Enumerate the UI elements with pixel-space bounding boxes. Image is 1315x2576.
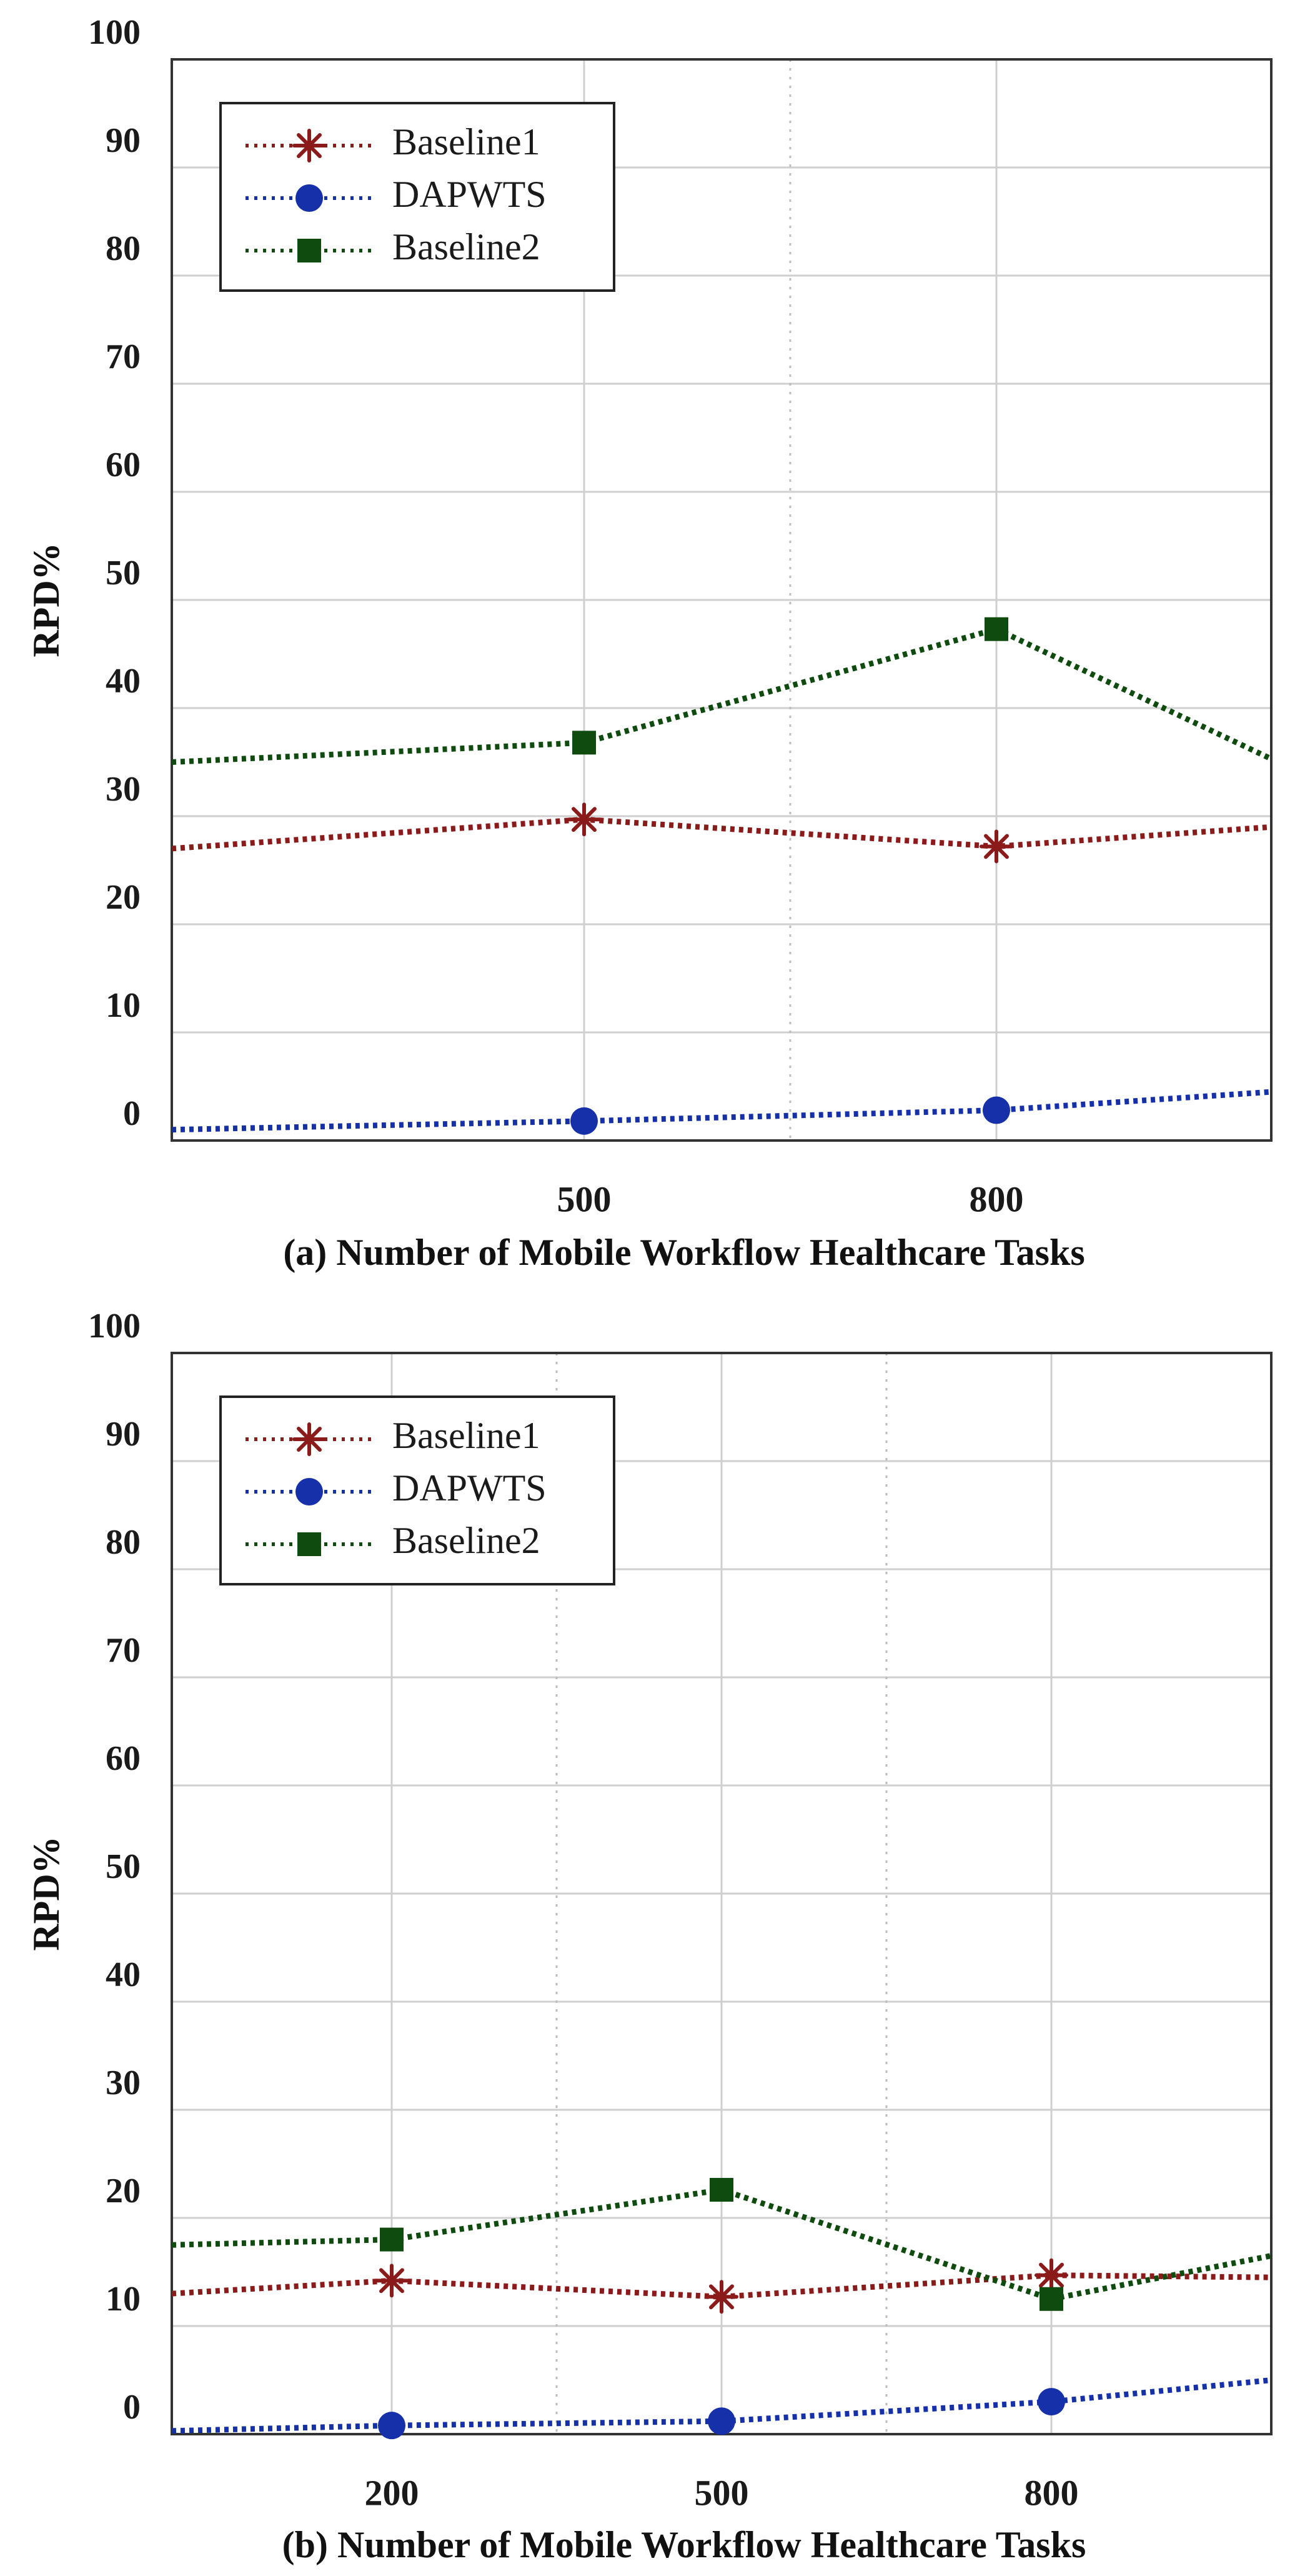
data-point-baseline1	[1036, 2260, 1066, 2290]
legend-label-baseline1: Baseline1	[392, 121, 540, 162]
legend-marker-dapwts	[295, 1478, 323, 1505]
series-line-dapwts	[172, 1092, 1271, 1130]
x-axis-title: (b) Number of Mobile Workflow Healthcare Tasks	[282, 2524, 1086, 2565]
y-tick-label: 100	[88, 12, 141, 52]
data-point-baseline2	[710, 2178, 733, 2202]
x-tick-label: 200	[364, 2472, 419, 2514]
y-tick-label: 20	[106, 2171, 141, 2210]
y-tick-label: 80	[106, 1522, 141, 1562]
y-tick-label: 10	[106, 986, 141, 1025]
x-tick-label: 800	[969, 1179, 1024, 1220]
legend-marker-baseline1	[294, 131, 324, 161]
legend-label-dapwts: DAPWTS	[392, 1467, 547, 1509]
x-tick-label: 500	[557, 1179, 612, 1220]
legend-label-baseline2: Baseline2	[392, 1519, 540, 1561]
data-point-baseline2	[572, 731, 596, 754]
legend-label-baseline1: Baseline1	[392, 1414, 540, 1456]
y-tick-label: 40	[106, 1955, 141, 1994]
y-tick-label: 80	[106, 229, 141, 268]
y-axis-title: RPD%	[25, 1836, 67, 1951]
data-point-baseline2	[985, 617, 1008, 641]
x-axis-title: (a) Number of Mobile Workflow Healthcare Tasks	[283, 1231, 1085, 1273]
data-point-dapwts	[1038, 2388, 1065, 2415]
data-point-baseline2	[380, 2228, 404, 2252]
x-tick-label: 800	[1024, 2472, 1079, 2514]
legend-marker-baseline1	[294, 1424, 324, 1454]
y-tick-label: 90	[106, 1414, 141, 1454]
y-tick-label: 100	[88, 1306, 141, 1345]
y-tick-label: 50	[106, 1847, 141, 1886]
y-tick-label: 40	[106, 661, 141, 701]
y-tick-label: 60	[106, 445, 141, 484]
x-tick-label: 500	[694, 2472, 749, 2514]
panel-b	[26, 1307, 1271, 2565]
data-point-baseline1	[981, 831, 1011, 861]
y-tick-label: 70	[106, 1630, 141, 1670]
y-tick-label: 0	[123, 1094, 141, 1133]
y-tick-label: 30	[106, 769, 141, 809]
data-point-baseline2	[1040, 2287, 1063, 2311]
data-point-dapwts	[983, 1097, 1010, 1124]
y-tick-label: 20	[106, 877, 141, 917]
legend-marker-baseline2	[297, 1532, 321, 1556]
data-point-dapwts	[378, 2412, 405, 2439]
legend-marker-baseline2	[297, 239, 321, 262]
data-point-dapwts	[708, 2407, 735, 2435]
y-tick-label: 90	[106, 121, 141, 160]
y-axis-title: RPD%	[25, 542, 67, 657]
series-line-baseline1	[172, 819, 1271, 849]
legend-label-baseline2: Baseline2	[392, 226, 540, 267]
y-tick-label: 70	[106, 337, 141, 376]
data-point-baseline1	[569, 804, 599, 834]
legend-marker-dapwts	[295, 184, 323, 212]
data-point-baseline1	[377, 2265, 407, 2295]
y-tick-label: 60	[106, 1739, 141, 1778]
data-point-dapwts	[570, 1107, 598, 1135]
y-tick-label: 10	[106, 2279, 141, 2319]
y-tick-label: 30	[106, 2063, 141, 2102]
y-tick-label: 50	[106, 553, 141, 592]
data-point-baseline1	[707, 2282, 737, 2312]
y-tick-label: 0	[123, 2387, 141, 2427]
series-line-baseline2	[172, 629, 1271, 762]
legend-label-dapwts: DAPWTS	[392, 173, 547, 215]
panel-a	[26, 13, 1271, 1273]
